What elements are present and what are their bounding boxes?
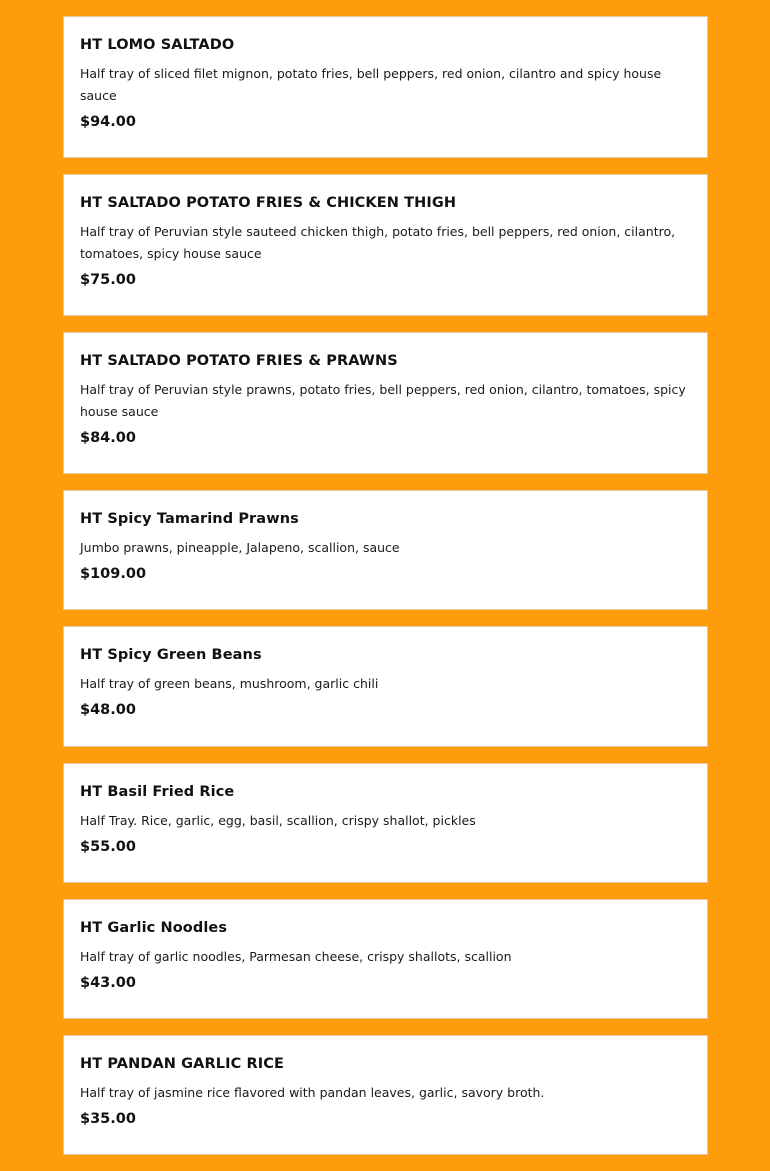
item-name: HT Basil Fried Rice bbox=[80, 784, 235, 800]
item-price: $94.00 bbox=[80, 114, 136, 130]
item-name: HT Spicy Green Beans bbox=[80, 647, 262, 663]
menu-item-card[interactable] bbox=[63, 490, 708, 610]
menu-item-list bbox=[63, 16, 708, 1171]
menu-item-card[interactable] bbox=[63, 899, 708, 1019]
item-name: HT Garlic Noodles bbox=[80, 920, 228, 936]
item-name: HT PANDAN GARLIC RICE bbox=[80, 1056, 284, 1072]
item-price: $55.00 bbox=[80, 839, 136, 855]
item-description: Half Tray. Rice, garlic, egg, basil, scallion, crispy shallot, pickles bbox=[80, 813, 476, 828]
menu-item-card[interactable] bbox=[63, 16, 708, 158]
menu-item-card[interactable] bbox=[63, 1035, 708, 1155]
item-name: HT Spicy Tamarind Prawns bbox=[80, 511, 299, 527]
item-name: HT SALTADO POTATO FRIES & PRAWNS bbox=[80, 353, 398, 369]
menu-item-card[interactable] bbox=[63, 174, 708, 316]
menu-item-card[interactable] bbox=[63, 626, 708, 747]
item-description: Half tray of Peruvian style sauteed chicken thigh, potato fries, bell peppers, red onion, cilantro, tomatoes, spicy house sauce bbox=[80, 224, 676, 261]
item-description: Half tray of sliced filet mignon, potato fries, bell peppers, red onion, cilantro and spicy house sauce bbox=[80, 66, 662, 103]
item-description: Half tray of jasmine rice flavored with pandan leaves, garlic, savory broth. bbox=[80, 1085, 545, 1100]
menu-item-card[interactable] bbox=[63, 332, 708, 474]
item-price: $84.00 bbox=[80, 430, 136, 446]
item-name: HT LOMO SALTADO bbox=[80, 37, 235, 53]
item-price: $109.00 bbox=[80, 566, 147, 582]
item-description: Jumbo prawns, pineapple, Jalapeno, scallion, sauce bbox=[80, 540, 400, 555]
item-price: $48.00 bbox=[80, 702, 136, 718]
item-price: $35.00 bbox=[80, 1111, 136, 1127]
item-description: Half tray of Peruvian style prawns, potato fries, bell peppers, red onion, cilantro, tomatoes, spicy house sauce bbox=[80, 382, 686, 419]
item-description: Half tray of green beans, mushroom, garlic chili bbox=[80, 676, 379, 691]
item-description: Half tray of garlic noodles, Parmesan cheese, crispy shallots, scallion bbox=[80, 949, 512, 964]
item-name: HT SALTADO POTATO FRIES & CHICKEN THIGH bbox=[80, 195, 457, 211]
menu-item-card[interactable] bbox=[63, 763, 708, 883]
item-price: $75.00 bbox=[80, 272, 136, 288]
item-price: $43.00 bbox=[80, 975, 136, 991]
